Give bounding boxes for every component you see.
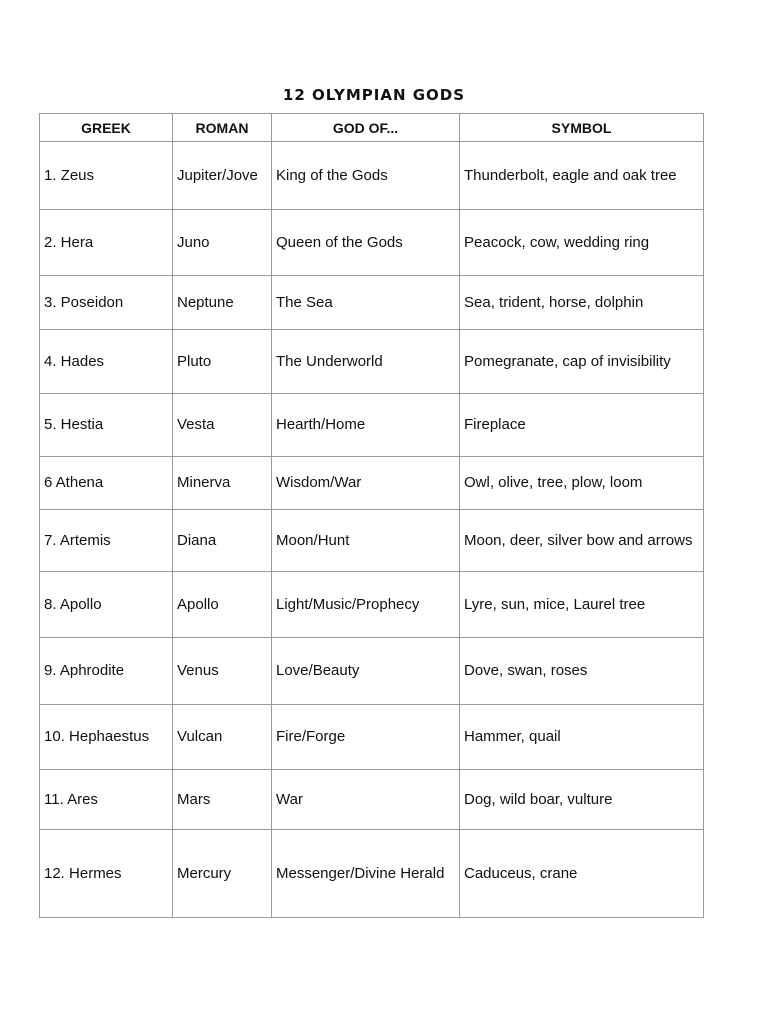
roman-name-cell: Neptune (173, 276, 272, 330)
table-row (40, 510, 704, 572)
domain-cell: Queen of the Gods (272, 210, 460, 276)
table-row (40, 142, 704, 210)
table-row (40, 638, 704, 705)
greek-name-cell: 5. Hestia (40, 394, 173, 457)
symbol-cell: Peacock, cow, wedding ring (460, 210, 704, 276)
table-body (40, 142, 704, 918)
domain-cell: King of the Gods (272, 142, 460, 210)
greek-name-cell: 8. Apollo (40, 572, 173, 638)
header-god-of: GOD OF... (272, 114, 460, 142)
symbol-cell: Fireplace (460, 394, 704, 457)
table-row (40, 572, 704, 638)
domain-cell: Love/Beauty (272, 638, 460, 705)
roman-name-cell: Vesta (173, 394, 272, 457)
roman-name-cell: Diana (173, 510, 272, 572)
domain-cell: Wisdom/War (272, 457, 460, 510)
domain-cell: Messenger/Divine Herald (272, 830, 460, 918)
domain-cell: War (272, 770, 460, 830)
greek-name-cell: 4. Hades (40, 330, 173, 394)
greek-name-cell: 10. Hephaestus (40, 705, 173, 770)
symbol-cell: Pomegranate, cap of invisibility (460, 330, 704, 394)
table-row (40, 330, 704, 394)
greek-name-cell: 3. Poseidon (40, 276, 173, 330)
symbol-cell: Caduceus, crane (460, 830, 704, 918)
symbol-cell: Moon, deer, silver bow and arrows (460, 510, 704, 572)
roman-name-cell: Jupiter/Jove (173, 142, 272, 210)
greek-name-cell: 1. Zeus (40, 142, 173, 210)
header-symbol: SYMBOL (460, 114, 704, 142)
greek-name-cell: 12. Hermes (40, 830, 173, 918)
roman-name-cell: Mars (173, 770, 272, 830)
greek-name-cell: 2. Hera (40, 210, 173, 276)
table-row (40, 210, 704, 276)
header-row (40, 114, 704, 142)
symbol-cell: Sea, trident, horse, dolphin (460, 276, 704, 330)
symbol-cell: Lyre, sun, mice, Laurel tree (460, 572, 704, 638)
greek-name-cell: 7. Artemis (40, 510, 173, 572)
symbol-cell: Dove, swan, roses (460, 638, 704, 705)
domain-cell: The Underworld (272, 330, 460, 394)
domain-cell: Light/Music/Prophecy (272, 572, 460, 638)
header-roman: ROMAN (173, 114, 272, 142)
roman-name-cell: Pluto (173, 330, 272, 394)
roman-name-cell: Juno (173, 210, 272, 276)
domain-cell: Moon/Hunt (272, 510, 460, 572)
greek-name-cell: 9. Aphrodite (40, 638, 173, 705)
domain-cell: Hearth/Home (272, 394, 460, 457)
domain-cell: The Sea (272, 276, 460, 330)
roman-name-cell: Venus (173, 638, 272, 705)
roman-name-cell: Apollo (173, 572, 272, 638)
symbol-cell: Hammer, quail (460, 705, 704, 770)
page-title: 12 OLYMPIAN GODS (282, 86, 466, 104)
greek-name-cell: 11. Ares (40, 770, 173, 830)
roman-name-cell: Minerva (173, 457, 272, 510)
table-row (40, 705, 704, 770)
greek-name-cell: 6 Athena (40, 457, 173, 510)
table-row (40, 830, 704, 918)
table-row (40, 394, 704, 457)
table-row (40, 276, 704, 330)
table-row (40, 457, 704, 510)
gods-table (39, 113, 704, 918)
header-greek: GREEK (40, 114, 173, 142)
roman-name-cell: Mercury (173, 830, 272, 918)
roman-name-cell: Vulcan (173, 705, 272, 770)
symbol-cell: Thunderbolt, eagle and oak tree (460, 142, 704, 210)
symbol-cell: Dog, wild boar, vulture (460, 770, 704, 830)
symbol-cell: Owl, olive, tree, plow, loom (460, 457, 704, 510)
table-row (40, 770, 704, 830)
domain-cell: Fire/Forge (272, 705, 460, 770)
